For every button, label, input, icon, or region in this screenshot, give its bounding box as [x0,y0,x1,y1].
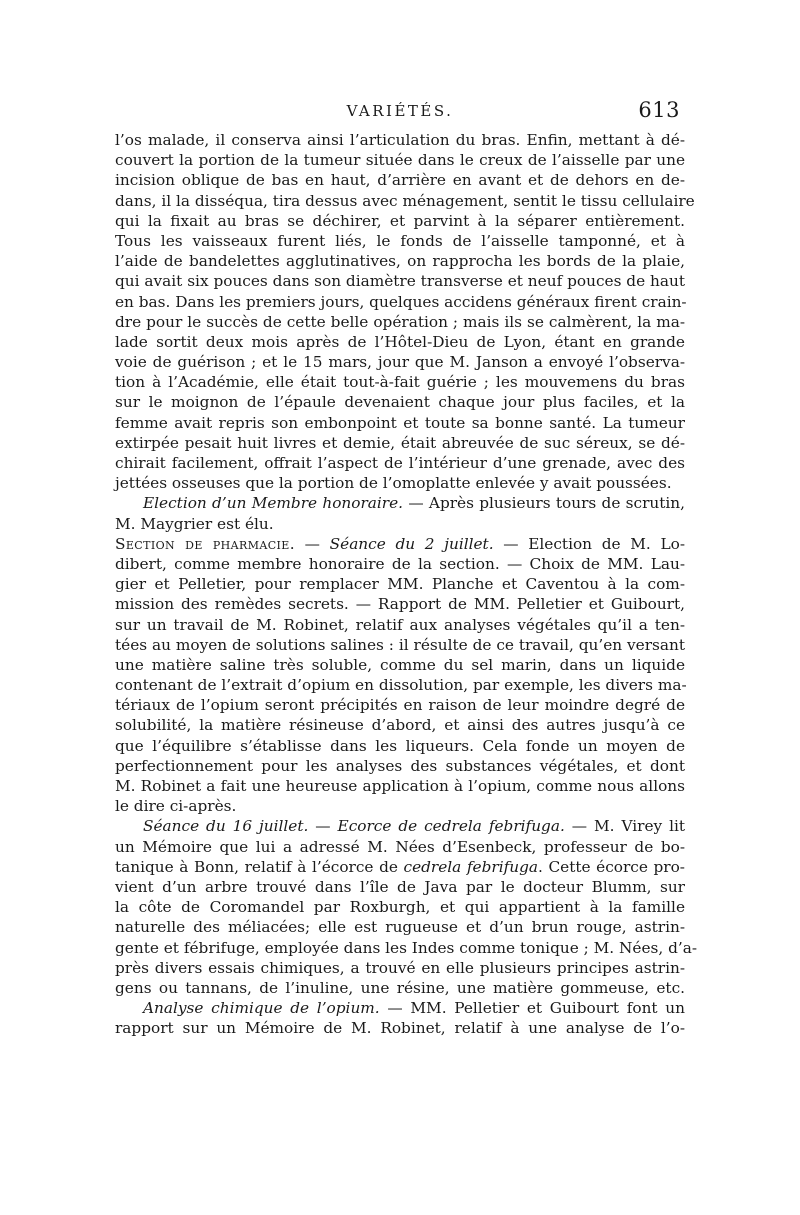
text-line: gens ou tannans, de l’inuline, une résine, une matière gommeuse, etc. [115,978,685,997]
text-line: près divers essais chimiques, a trouvé en elle plusieurs principes astrin- [115,958,685,977]
page-number: 613 [638,98,680,122]
running-head [120,98,680,130]
text-line: tées au moyen de solutions salines : il résulte de ce travail, qu’en versant [115,635,685,654]
text-line: incision oblique de bas en haut, d’arrière en avant et de dehors en de- [115,171,685,190]
text-line: un Mémoire que lui a adressé M. Nées d’Esenbeck, professeur de bo- [115,837,685,856]
section-heading: Section de pharmacie. [115,534,295,553]
text-line: rapport sur un Mémoire de M. Robinet, relatif à une analyse de l’o- [115,1019,685,1038]
text-span: — Après plusieurs tours de scrutin, [403,494,685,513]
text-line: mission des remèdes secrets. — Rapport de MM. Pelletier et Guibourt, [115,595,685,614]
text-line: Tous les vaisseaux furent liés, le fonds de l’aisselle tamponné, et à [115,231,685,250]
text-line: dans, il la disséqua, tira dessus avec ménagement, sentit le tissu cellulaire [115,191,695,210]
text-span: — [294,534,330,553]
text-line: vient d’un arbre trouvé dans l’île de Java par le docteur Blumm, sur [115,877,685,896]
text-span: — Election de M. Lo- [493,534,685,553]
text-span: — [308,817,338,836]
text-line: l’os malade, il conserva ainsi l’articulation du bras. Enfin, mettant à dé- [115,131,685,149]
text-line: couvert la portion de la tumeur située dans le creux de l’aisselle par une [115,151,685,170]
text-line: tion à l’Académie, elle était tout-à-fait guérie ; les mouvemens du bras [115,373,685,392]
text-line: tériaux de l’opium seront précipités en raison de leur moindre degré de [115,696,685,715]
text-span: tanique à Bonn, relatif à l’écorce de [115,857,404,876]
text-line: gente et fébrifuge, employée dans les Indes comme tonique ; M. Nées, d’a- [115,938,698,957]
text-line: le dire ci-après. [115,797,237,816]
text-line: voie de guérison ; et le 15 mars, jour que M. Janson a envoyé l’observa- [115,353,685,372]
election-heading: Election d’un Membre honoraire. [143,494,404,513]
text-line: contenant de l’extrait d’opium en dissolution, par exemple, les divers ma- [115,676,687,695]
analyse-heading: Analyse chimique de l’opium. [143,999,380,1018]
text-line: qui la fixait au bras se déchirer, et parvint à la séparer entièrement. [115,211,685,230]
text-line: que l’équilibre s’établisse dans les liqueurs. Cela fonde un moyen de [115,736,685,755]
text-line: gier et Pelletier, pour remplacer MM. Planche et Caventou à la com- [115,575,685,594]
election-paragraph-start [115,493,685,513]
text-line: en bas. Dans les premiers jours, quelques accidens généraux firent crain- [115,292,687,311]
body-text [115,130,698,1038]
text-line: M. Robinet a fait une heureuse application à l’opium, comme nous allons [115,777,685,795]
text-line: dibert, comme membre honoraire de la section. — Choix de MM. Lau- [115,554,685,573]
analyse-paragraph-start [115,998,685,1018]
text-line [115,857,685,877]
text-line: la côte de Coromandel par Roxburgh, et qui appartient à la famille [115,898,685,917]
seance-heading: Séance du 2 juillet. [329,534,494,553]
text-span: — MM. Pelletier et Guibourt font un [379,999,685,1018]
seance-16-paragraph-start [115,816,685,836]
text-line: sur un travail de M. Robinet, relatif aux analyses végétales qu’il a ten- [115,615,685,634]
species-name: cedrela febrifuga [403,857,539,876]
text-line: chirait facilement, offrait l’aspect de l’intérieur d’une grenade, avec des [115,454,685,472]
running-title: VARIÉTÉS. [346,102,454,120]
ecorce-heading: Ecorce de cedrela febrifuga. [337,817,565,836]
pharmacie-paragraph-start [115,534,685,554]
text-line: jettées osseuses que la portion de l’omoplatte enlevée y avait poussées. [115,474,672,493]
text-span: — M. Virey lit [564,817,685,836]
text-line: femme avait repris son embonpoint et toute sa bonne santé. La tumeur [115,413,685,432]
text-line: l’aide de bandelettes agglutinatives, on rapprocha les bords de la plaie, [115,252,685,271]
text-line: perfectionnement pour les analyses des substances végétales, et dont [115,756,685,775]
text-line: naturelle des méliacées; elle est rugueuse et d’un brun rouge, astrin- [115,918,685,937]
text-line: M. Maygrier est élu. [115,514,274,533]
seance-heading: Séance du 16 juillet. [143,817,309,836]
text-line: sur le moignon de l’épaule devenaient chaque jour plus faciles, et la [115,393,685,412]
text-line: une matière saline très soluble, comme du sel marin, dans un liquide [115,655,685,674]
text-line: lade sortit deux mois après de l’Hôtel-Dieu de Lyon, étant en grande [115,332,685,351]
text-line: qui avait six pouces dans son diamètre transverse et neuf pouces de haut [115,272,685,291]
text-line: solubilité, la matière résineuse d’abord, et ainsi des autres jusqu’à ce [115,716,685,735]
text-span: . Cette écorce pro- [538,857,685,876]
text-line: extirpée pesait huit livres et demie, était abreuvée de suc séreux, se dé- [115,433,685,452]
text-line: dre pour le succès de cette belle opération ; mais ils se calmèrent, la ma- [115,312,685,331]
